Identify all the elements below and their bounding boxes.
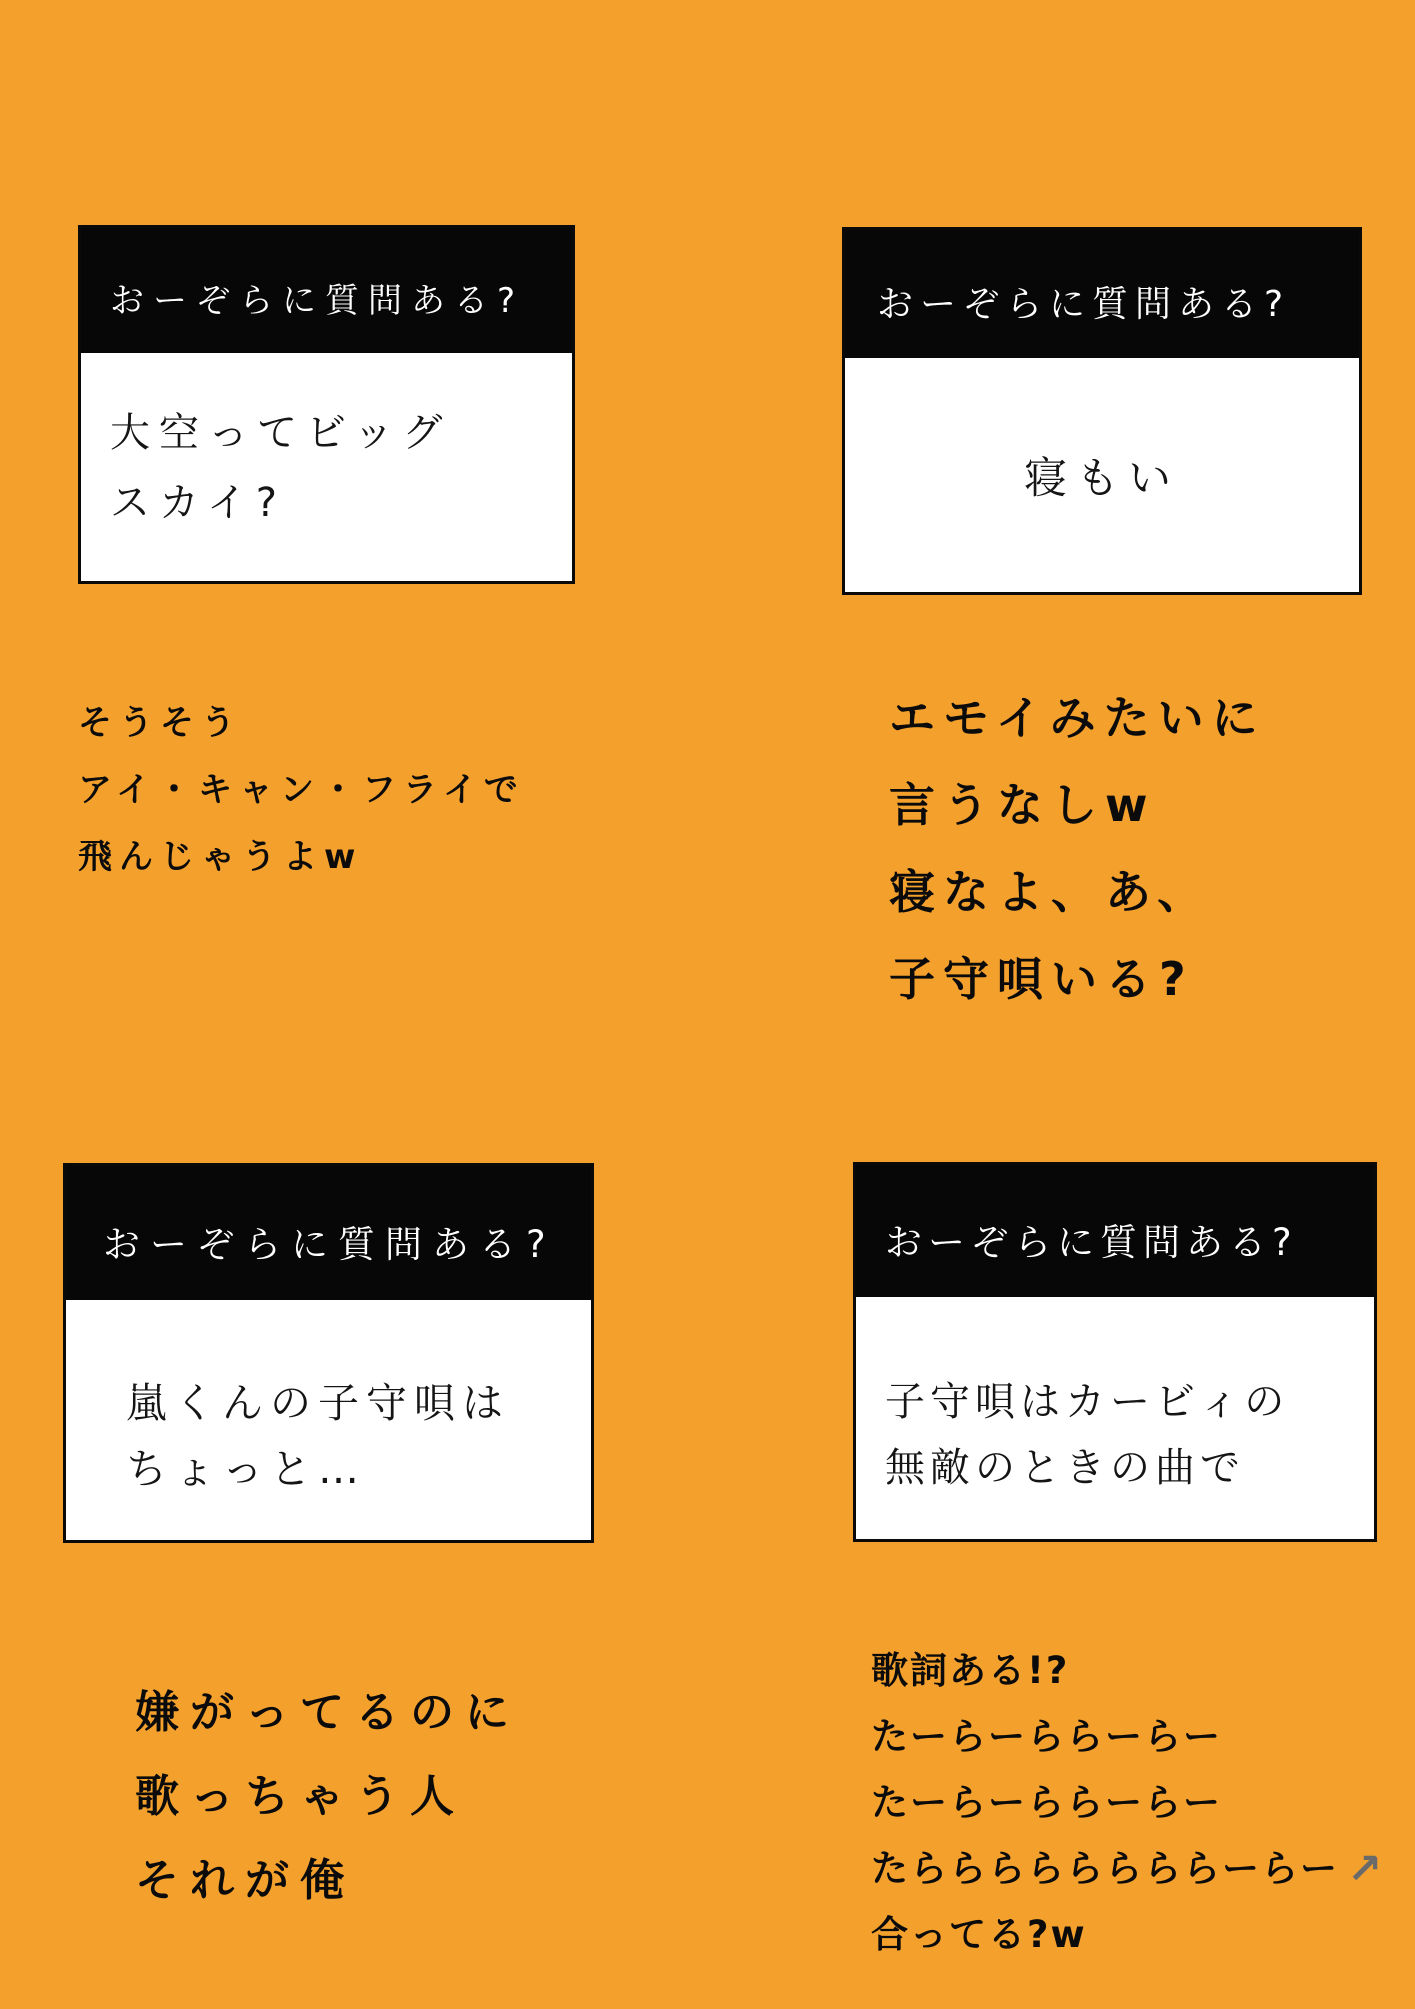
question-text-line: ちょっと… — [126, 1445, 366, 1493]
question-card-4 — [853, 1162, 1377, 1542]
answer-line: エモイみたいに — [889, 691, 1266, 745]
answer-line — [871, 1836, 1382, 1902]
answer-text-4 — [871, 1638, 1382, 1968]
question-sticker-title: おーぞらに質問ある? — [877, 283, 1291, 325]
answer-line-text: たららららららららーらー — [871, 1847, 1339, 1890]
question-card-2 — [842, 227, 1362, 595]
question-card-3-header — [66, 1166, 591, 1300]
answer-text-3 — [135, 1671, 520, 1923]
question-card-3 — [63, 1163, 594, 1543]
answer-line: 子守唄いる? — [889, 952, 1194, 1006]
up-right-arrow-icon: ↗ — [1347, 1844, 1383, 1893]
question-card-2-body — [845, 358, 1359, 592]
question-card-1-body — [81, 353, 572, 538]
answer-line: 言うなしw — [889, 778, 1156, 832]
answer-line: 嫌がってるのに — [135, 1687, 520, 1738]
question-card-4-body — [856, 1297, 1374, 1501]
answer-text-2 — [889, 675, 1266, 1023]
answer-line: そうそう — [78, 703, 242, 743]
question-text-line: スカイ? — [110, 480, 287, 526]
answer-line: 歌っちゃう人 — [135, 1771, 465, 1822]
question-text-line: 子守唄はカービィの — [885, 1379, 1290, 1425]
question-card-2-header — [845, 230, 1359, 358]
question-sticker-title: おーぞらに質問ある? — [885, 1221, 1298, 1264]
question-sticker-title: おーぞらに質問ある? — [110, 281, 525, 321]
answer-line: 合ってる?w — [871, 1913, 1087, 1956]
answer-line: 歌詞ある!? — [871, 1649, 1070, 1692]
question-sticker-title: おーぞらに質問ある? — [103, 1223, 556, 1266]
answer-text-1 — [78, 690, 525, 891]
question-card-1 — [78, 225, 575, 584]
question-text-line: 嵐くんの子守唄は — [126, 1379, 510, 1427]
question-card-1-header — [81, 228, 572, 353]
question-text-line: 大空ってビッグ — [110, 410, 452, 456]
question-card-4-header — [856, 1165, 1374, 1297]
answer-line: 飛んじゃうよw — [78, 837, 363, 877]
answer-line: 寝なよ、あ、 — [889, 865, 1212, 919]
question-card-3-body — [66, 1300, 591, 1502]
question-text-line: 寝もい — [1024, 453, 1180, 504]
answer-line: それが俺 — [135, 1855, 355, 1906]
answer-line: たーらーららーらー — [871, 1715, 1222, 1758]
question-text-line: 無敵のときの曲で — [885, 1445, 1245, 1491]
answer-line: アイ・キャン・フライで — [78, 770, 525, 810]
answer-line: たーらーららーらー — [871, 1781, 1222, 1824]
